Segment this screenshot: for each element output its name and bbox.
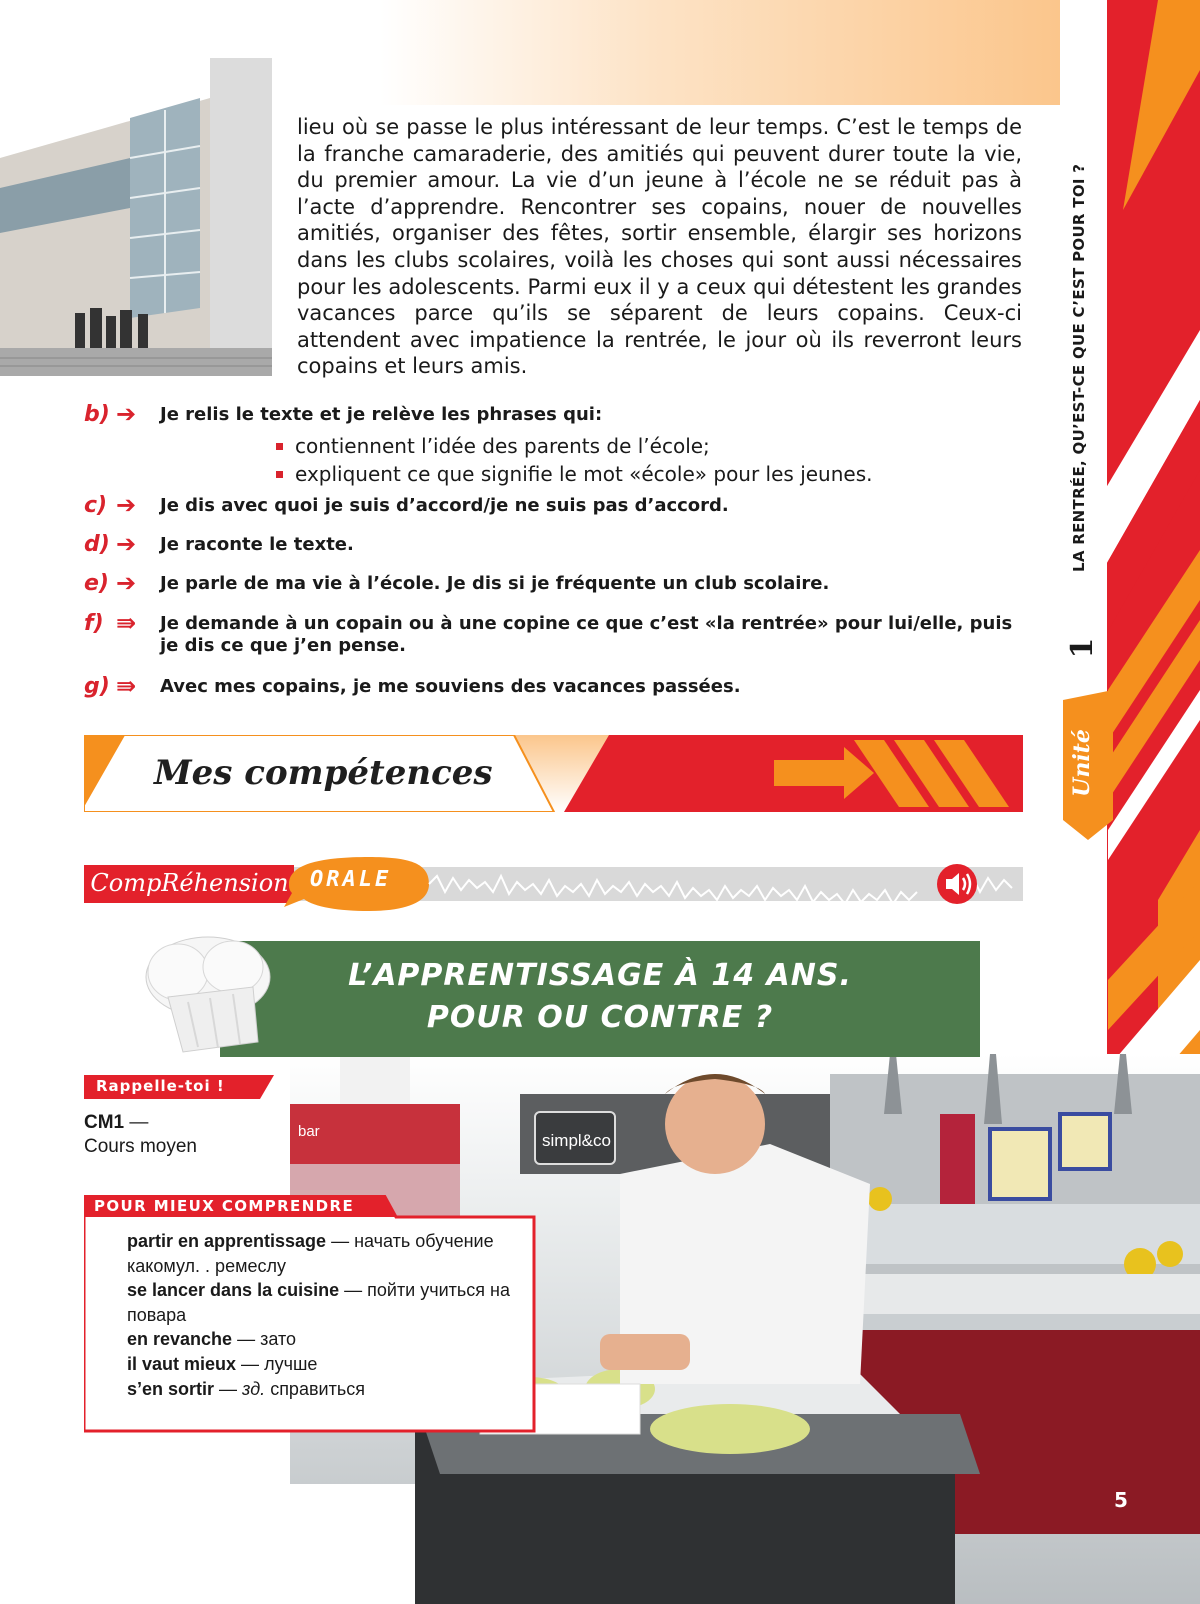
- unit-label: Unité: [1069, 729, 1095, 797]
- recall-label-box: [84, 1075, 274, 1099]
- reading-paragraph: lieu où se passe le plus intéressant de leur temps. C’est le temps de la franche camaraderie, des amitiés qui peuvent durer toute la vie, du premier amour. La vie d’un jeune à l’école ne se réduit pas à l’acte d’apprendre. Rencontrer ses copains, nouer de nouvelles amitiés, organiser des fêtes, sortir ensemble, élargir ses horizons dans les clubs scolaires, voilà les choses qui sont aussi nécessaires pour les adolescents. Parmi eux il y a ceux qui détestent les grandes vacances parce qu’ils se séparent de leurs copains. Ceux-ci attendent avec impatience la rentrée, le jour où ils reverront leurs copains et leurs amis.: [297, 115, 1022, 379]
- listening-section-bar: [84, 855, 1023, 913]
- exercise-label: c): [84, 493, 108, 518]
- topic-title: L’APPRENTISSAGE À 14 ANS. POUR OU CONTRE ?: [348, 958, 852, 1035]
- exercise-b: [84, 402, 1024, 432]
- arrow-icon: ➔: [116, 491, 137, 519]
- page-number: 5: [1114, 1488, 1128, 1512]
- exercise-text: Je dis avec quoi je suis d’accord/je ne suis pas d’accord.: [160, 495, 729, 516]
- exercise-g: [84, 674, 1024, 704]
- store-sign: simpl&co: [542, 1131, 611, 1150]
- exercise-e: [84, 571, 1024, 601]
- chef-hat-icon: [138, 932, 278, 1057]
- exercise-c: [84, 493, 1024, 523]
- bar-sign: bar: [298, 1123, 320, 1140]
- topic-chalkboard: [220, 941, 980, 1057]
- double-arrow-icon: ⇛: [116, 609, 137, 637]
- header-gradient: [380, 0, 1060, 105]
- exercise-text: Avec mes copains, je me souviens des vacances passées.: [160, 676, 741, 697]
- exercise-label: g): [84, 674, 110, 699]
- list-item: en revanche — зато: [127, 1329, 296, 1350]
- exercise-label: e): [84, 571, 109, 596]
- unit-number: 1: [1065, 637, 1100, 659]
- audio-speaker-icon[interactable]: [936, 863, 978, 905]
- section-title: Mes compétences: [154, 753, 493, 793]
- list-item: s’en sortir — зд. справиться: [127, 1378, 365, 1399]
- exercise-text: Je parle de ma vie à l’école. Je dis si je fréquente un club scolaire.: [160, 573, 830, 594]
- exercise-d: [84, 532, 1024, 562]
- orale-badge: ORALE: [310, 867, 392, 892]
- running-title: LA RENTRÉE, QU’EST-CE QUE C’EST POUR TOI ?: [1070, 163, 1088, 572]
- list-item: partir en apprentissage — начать обучение какомул. . ремеслу: [127, 1231, 494, 1276]
- vocabulary-list: [127, 1229, 527, 1401]
- list-item: expliquent ce que signifie le mot «école» pour les jeunes.: [276, 460, 1026, 488]
- exercise-label: d): [84, 532, 110, 557]
- recall-term: CM1 —: [84, 1112, 149, 1133]
- arrow-icon: ➔: [116, 530, 137, 558]
- exercise-f: [84, 611, 1024, 661]
- section-banner: [84, 735, 1023, 812]
- school-building-photo: [0, 58, 272, 376]
- exercise-text: Je relis le texte et je relève les phrases qui:: [160, 404, 603, 425]
- exercise-text: Je raconte le texte.: [160, 534, 354, 555]
- bullet-square-icon: [276, 443, 283, 450]
- recall-label: Rappelle-toi !: [96, 1077, 225, 1095]
- double-arrow-icon: ⇛: [116, 672, 137, 700]
- exercise-label: f): [84, 611, 104, 636]
- list-item: se lancer dans la cuisine — пойти учиться на повара: [127, 1280, 510, 1325]
- arrow-icon: ➔: [116, 569, 137, 597]
- vocabulary-box: [84, 1195, 536, 1433]
- bullet-square-icon: [276, 471, 283, 478]
- vocabulary-header: POUR MIEUX COMPRENDRE: [94, 1197, 355, 1215]
- list-item: il vaut mieux — лучше: [127, 1353, 318, 1374]
- recall-definition: Cours moyen: [84, 1136, 197, 1157]
- bullet-list: [276, 432, 1026, 488]
- exercise-text: Je demande à un copain ou à une copine ce que c’est «la rentrée» pour lui/elle, puis je dis ce que j’en pense.: [160, 613, 1013, 656]
- comprehension-label: CompRéhension: [90, 869, 289, 897]
- exercise-label: b): [84, 402, 110, 427]
- list-item: contiennent l’idée des parents de l’école;: [276, 432, 1026, 460]
- arrow-icon: ➔: [116, 400, 137, 428]
